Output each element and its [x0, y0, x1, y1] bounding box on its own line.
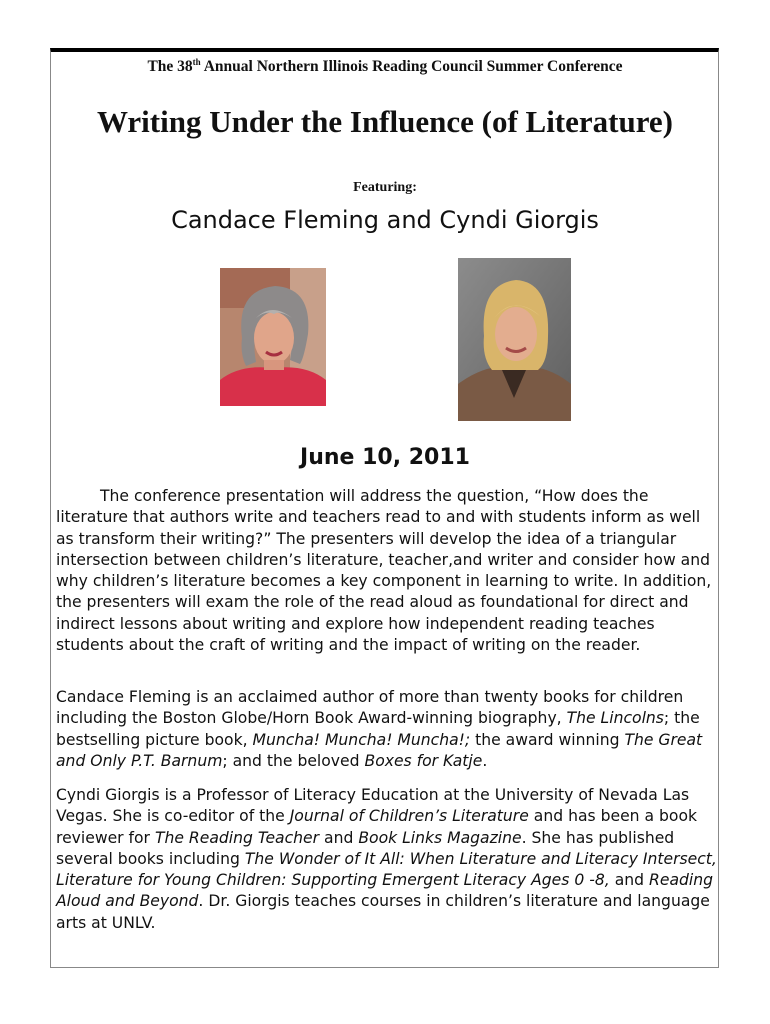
- text-run: Cyndi Giorgis is a Professor of Literacy Education at the University of Nevada Las Vegas. She is co-editor of the: [56, 786, 690, 826]
- subtitle-text: The 38: [147, 58, 193, 75]
- paragraph-giorgis-bio: [56, 785, 718, 934]
- book-title: The Great and Only P.T. Barnum: [56, 730, 703, 770]
- subtitle-text-rest: Annual Northern Illinois Reading Council Summer Conference: [200, 58, 623, 75]
- book-title: Reading Aloud and Beyond: [56, 871, 714, 911]
- text-run: and: [319, 828, 359, 847]
- text-run: . Dr. Giorgis teaches courses in children’s literature and language arts at UNLV.: [56, 892, 710, 932]
- conference-subtitle: [0, 58, 770, 76]
- paragraph-description: [56, 486, 718, 656]
- paragraph-fleming-bio: [56, 687, 718, 772]
- book-title: Muncha! Muncha! Muncha!;: [252, 730, 471, 749]
- ordinal-suffix: th: [192, 57, 201, 67]
- presenter-names: Candace Fleming and Cyndi Giorgis: [171, 206, 599, 234]
- text-run: Candace Fleming is an acclaimed author of more than twenty books for children including the Boston Globe/Horn Book Award-winning biography,: [56, 688, 684, 728]
- journal-title: Journal of Children’s Literature: [289, 807, 529, 826]
- text-run: the award winning: [470, 730, 625, 749]
- book-title: The Wonder of It All: When Literature and Literacy Intersect, Literature for Young Children: Supporting Emergent Literacy Ages 0 -8,: [56, 849, 717, 890]
- text-run: and: [609, 871, 650, 890]
- text-run: . She has published several books including: [56, 828, 675, 868]
- featuring-label: Featuring:: [353, 180, 417, 195]
- event-date: June 10, 2011: [300, 445, 470, 470]
- candace-fleming-photo: [220, 268, 326, 406]
- event-title: Writing Under the Influence (of Literature): [96, 104, 673, 139]
- text-run: .: [482, 751, 488, 770]
- book-title: The Lincolns: [566, 709, 664, 728]
- text-run: and has been a book reviewer for: [56, 807, 698, 847]
- text-run: ; the bestselling picture book,: [56, 709, 700, 749]
- text-run: ; and the beloved: [222, 751, 365, 770]
- cyndi-giorgis-photo: [458, 258, 571, 421]
- paragraph-text: The conference presentation will address the question, “How does the literature that authors write and teachers read to and with students inform as well as transform their writing?” The presenters will develop the idea of a triangular intersection between children’s literature, teacher,and writer and consider how and why children’s literature becomes a key component in learning to write. In addition, the presenters will exam the role of the read aloud as foundational for direct and indirect lessons about writing and explore how independent reading teaches students about the craft of writing and the impact of writing on the reader.: [56, 487, 712, 655]
- journal-title: The Reading Teacher: [154, 828, 320, 847]
- book-title: Boxes for Katje: [364, 751, 483, 770]
- journal-title: Book Links Magazine: [358, 828, 522, 847]
